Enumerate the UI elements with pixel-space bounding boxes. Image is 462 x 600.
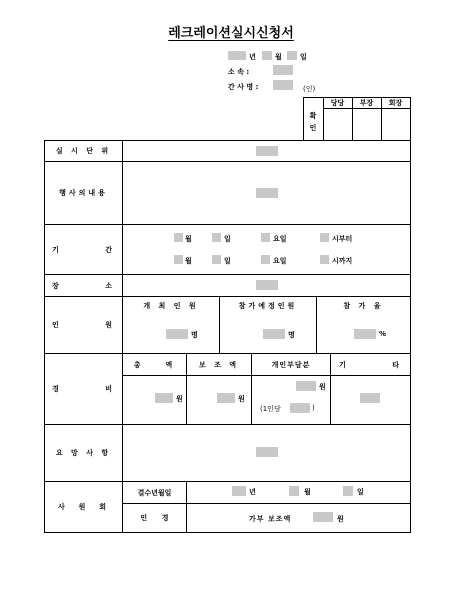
month-blank[interactable] <box>262 51 272 60</box>
decision-year-blank[interactable] <box>232 486 246 496</box>
cost-other-blank[interactable] <box>360 393 380 403</box>
period-time-to: 시까지 <box>332 257 353 265</box>
planned-unit: 명 <box>191 331 198 339</box>
approval-side-label: 확 인 <box>309 112 317 132</box>
period-from-day-blank[interactable] <box>212 233 221 242</box>
per-person-suffix: ) <box>312 404 315 412</box>
document-title: 레크레이션실시신청서 <box>168 26 294 41</box>
subsidy-won-label: 원 <box>337 515 344 523</box>
cost-header-subsidy: 보 조 액 <box>198 360 240 369</box>
cost-header-total: 총 액 <box>133 360 176 369</box>
approval-sign-1[interactable] <box>323 108 352 140</box>
day-blank[interactable] <box>287 51 297 60</box>
applicant-blank[interactable] <box>273 80 293 90</box>
period-to-time-blank[interactable] <box>320 255 329 264</box>
approval-sign-2[interactable] <box>352 108 381 140</box>
expected-unit: 명 <box>288 331 295 339</box>
period-to-weekday-blank[interactable] <box>261 255 270 264</box>
decision-date-label: 결수년월일 <box>137 488 172 497</box>
approval-col-3: 회장 <box>388 98 403 107</box>
decision-day-blank[interactable] <box>343 486 353 496</box>
period-from-month-blank[interactable] <box>174 233 183 242</box>
approval-col-1: 당당 <box>330 98 345 107</box>
people-header-rate: 참 가 율 <box>343 302 384 310</box>
period-to-month: 월 <box>185 257 192 265</box>
cost-total-unit: 원 <box>176 395 183 403</box>
period-from-time-blank[interactable] <box>320 233 329 242</box>
cost-total-blank[interactable] <box>155 393 173 403</box>
period-to-day-blank[interactable] <box>212 255 221 264</box>
period-to-weekday: 요일 <box>273 257 287 265</box>
cost-header-personal: 개인부담분 <box>271 360 311 369</box>
seal-mark: (인) <box>303 85 316 93</box>
request-blank[interactable] <box>256 447 278 457</box>
cost-subsidy-unit: 원 <box>238 395 245 403</box>
decision-month-blank[interactable] <box>289 486 299 496</box>
dept-label: 소 속 : <box>228 68 250 76</box>
period-to-month-blank[interactable] <box>174 255 183 264</box>
place-label: 장 소 <box>51 281 116 290</box>
planned-people-blank[interactable] <box>166 329 188 339</box>
cost-subsidy-blank[interactable] <box>217 393 235 403</box>
subsidy-approval-label: 가부 보조액 <box>249 515 292 523</box>
subsidy-amount-blank[interactable] <box>313 512 333 522</box>
applicant-label: 간 사 명 : <box>228 83 259 91</box>
cost-label: 경 비 <box>51 385 116 393</box>
dept-blank[interactable] <box>273 65 293 75</box>
period-from-weekday: 요일 <box>273 235 287 243</box>
cost-personal-unit: 원 <box>319 383 326 391</box>
cost-header-other: 기 타 <box>338 360 403 369</box>
approval-sign-3[interactable] <box>381 108 410 140</box>
decision-month-label: 월 <box>304 488 311 496</box>
people-header-planned: 개 최 인 원 <box>143 302 199 310</box>
year-blank[interactable] <box>228 51 246 60</box>
period-time-from: 시부터 <box>332 235 353 243</box>
request-label: 요 망 사 항 <box>55 449 112 457</box>
fund-label: 사 원 회 <box>57 503 110 511</box>
period-label: 기 간 <box>51 245 116 254</box>
event-content-label: 행사의내용 <box>59 189 108 197</box>
date-day-label: 일 <box>300 53 307 61</box>
period-to-day: 일 <box>224 257 231 265</box>
people-label: 인 원 <box>51 321 116 329</box>
rate-blank[interactable] <box>354 329 376 339</box>
date-year-label: 년 <box>249 53 256 61</box>
unit-label: 실 시 단 위 <box>55 147 112 155</box>
rate-unit: % <box>379 330 387 338</box>
per-person-blank[interactable] <box>290 403 310 413</box>
per-person-prefix: (1인당 <box>260 405 281 413</box>
decision-day-label: 일 <box>357 488 364 496</box>
period-from-month: 월 <box>185 235 192 243</box>
decision-year-label: 년 <box>249 488 256 496</box>
event-blank[interactable] <box>256 188 278 198</box>
period-from-day: 일 <box>224 235 231 243</box>
seal-label: 인 경 <box>140 514 169 522</box>
date-month-label: 월 <box>275 53 282 61</box>
unit-blank[interactable] <box>256 146 278 156</box>
expected-people-blank[interactable] <box>263 329 285 339</box>
people-header-expected: 참가예정인원 <box>238 302 298 310</box>
place-blank[interactable] <box>256 280 278 290</box>
cost-personal-blank[interactable] <box>296 381 316 391</box>
approval-col-2: 부장 <box>359 98 374 107</box>
period-from-weekday-blank[interactable] <box>261 233 270 242</box>
